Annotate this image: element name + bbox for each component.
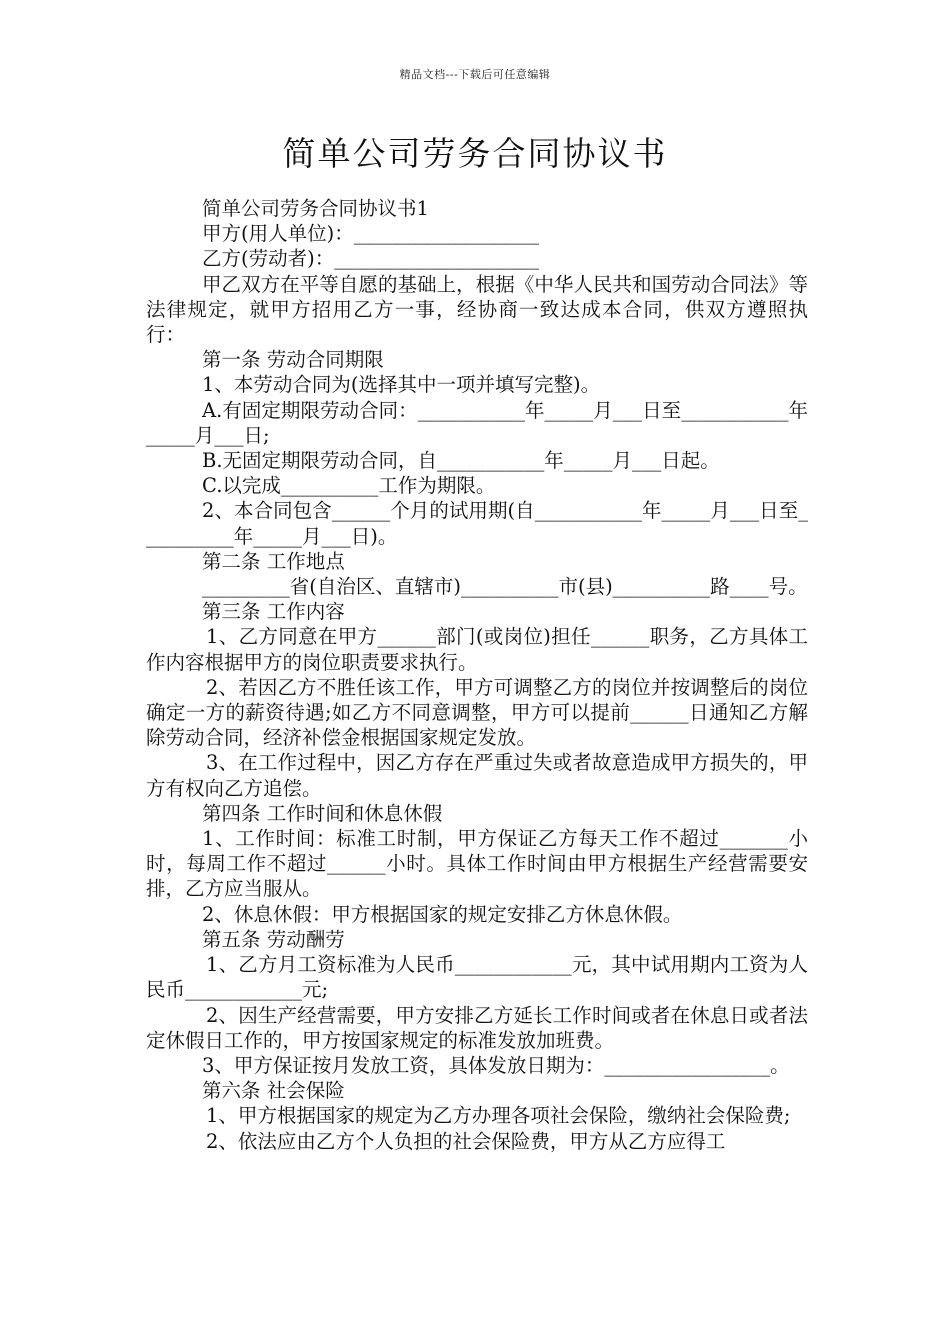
party-b-field: 乙方(劳动者)：_____________________ bbox=[202, 247, 539, 271]
party-a-field: 甲方(用人单位)：___________________ bbox=[202, 222, 539, 246]
article-heading: 第五条 劳动酬劳 bbox=[202, 927, 345, 951]
article-heading: 第一条 劳动合同期限 bbox=[202, 348, 384, 372]
clause-paragraph: 1、本劳动合同为(选择其中一项并填写完整)。 bbox=[202, 373, 601, 397]
article-heading: 第三条 工作内容 bbox=[202, 600, 345, 624]
clause-paragraph: 1、乙方月工资标准为人民币____________元，其中试用期内工资为人民币____________元; bbox=[146, 953, 808, 1002]
clause-paragraph: B.无固定期限劳动合同，自___________年_____月___日起。 bbox=[202, 449, 720, 473]
clause-paragraph: 2、若因乙方不胜任该工作，甲方可调整乙方的岗位并按调整后的岗位确定一方的薪资待遇;如乙方不同意调整，甲方可以提前______日通知乙方解除劳动合同，经济补偿金根据国家规定发放。 bbox=[146, 675, 808, 750]
clause-paragraph: C.以完成__________工作为期限。 bbox=[202, 474, 496, 498]
clause-paragraph: 3、在工作过程中，因乙方存在严重过失或者故意造成甲方损失的，甲方有权向乙方追偿。 bbox=[146, 751, 808, 800]
clause-paragraph: 2、休息休假：甲方根据国家的规定安排乙方休息休假。 bbox=[202, 902, 683, 926]
clause-paragraph: 1、乙方同意在甲方______部门(或岗位)担任______职务，乙方具体工作内容根据甲方的岗位职责要求执行。 bbox=[146, 625, 808, 674]
clause-paragraph: 2、本合同包含______个月的试用期(自___________年_____月___日至__________年_____月___日)。 bbox=[146, 499, 808, 548]
header-note: 精品文档---下载后可任意编辑 bbox=[399, 68, 551, 81]
clause-paragraph: 2、依法应由乙方个人负担的社会保险费，甲方从乙方应得工 bbox=[206, 1129, 726, 1153]
clause-paragraph: A.有固定期限劳动合同：___________年_____月___日至___________年_____月___日; bbox=[146, 398, 808, 447]
clause-paragraph: _________省(自治区、直辖市)__________市(县)__________路____号。 bbox=[202, 575, 808, 599]
article-heading: 第二条 工作地点 bbox=[202, 549, 345, 573]
article-heading: 第四条 工作时间和休息休假 bbox=[202, 801, 443, 825]
clause-paragraph: 2、因生产经营需要，甲方安排乙方延长工作时间或者在休息日或者法定休假日工作的，甲方按国家规定的标准发放加班费。 bbox=[146, 1003, 808, 1052]
clause-paragraph: 3、甲方保证按月发放工资，具体发放日期为：_________________。 bbox=[202, 1053, 790, 1077]
section-heading: 简单公司劳务合同协议书1 bbox=[202, 197, 429, 220]
clause-paragraph: 1、甲方根据国家的规定为乙方办理各项社会保险，缴纳社会保险费; bbox=[206, 1104, 791, 1128]
article-heading: 第六条 社会保险 bbox=[202, 1079, 345, 1103]
document-title: 简单公司劳务合同协议书 bbox=[282, 134, 668, 173]
preamble-paragraph: 甲乙双方在平等自愿的基础上，根据《中华人民共和国劳动合同法》等法律规定，就甲方招用乙方一事，经协商一致达成本合同，供双方遵照执行： bbox=[146, 272, 808, 347]
document-body bbox=[146, 196, 808, 1154]
clause-paragraph: 1、工作时间：标准工时制，甲方保证乙方每天工作不超过_______小时，每周工作不超过______小时。具体工作时间由甲方根据生产经营需要安排，乙方应当服从。 bbox=[146, 827, 808, 901]
